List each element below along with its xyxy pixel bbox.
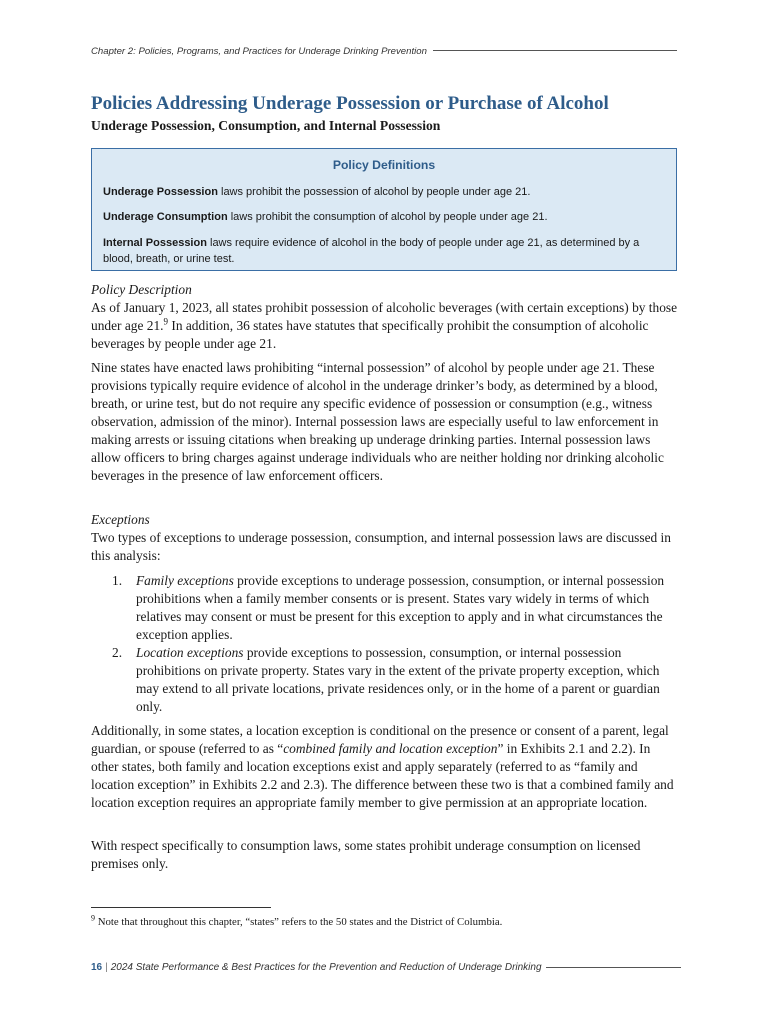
exceptions-heading: Exceptions [91, 512, 150, 527]
list-term: Location exceptions [136, 645, 244, 660]
list-text: provide exceptions to underage possession, consumption, or internal possession prohibitions when a family member consents or is present. States vary widely in terms of which relatives may consent or must be present for this exception to apply and in what circumstances the exception applies. [136, 573, 665, 642]
paragraph-text [91, 722, 681, 812]
consumption-paragraph [91, 837, 681, 873]
combined-exception-paragraph [91, 722, 681, 812]
paragraph-emphasis: combined family and location exception [283, 741, 498, 756]
definition-term: Internal Possession [103, 236, 207, 249]
list-term: Family exceptions [136, 573, 234, 588]
running-footer [91, 962, 681, 973]
list-item [112, 572, 682, 644]
definition-item [103, 235, 665, 268]
definitions-box-title: Policy Definitions [332, 158, 436, 172]
paragraph-text-part: Additionally, in some states, a location exception is conditional on the presence or consent of a parent, legal guardian, or spouse (referred to as “ [91, 723, 669, 756]
list-number: 1. [112, 573, 123, 588]
policy-description-paragraph [91, 299, 681, 353]
list-item [112, 644, 682, 716]
exceptions-intro: Two types of exceptions to underage possession, consumption, and internal possession laws are discussed in this analysis: [91, 530, 671, 563]
footnote-number: 9 [91, 913, 95, 923]
page-number: 16 [91, 962, 103, 973]
running-header-title: Chapter 2: Policies, Programs, and Practices for Underage Drinking Prevention [91, 46, 427, 57]
definition-text: laws prohibit the consumption of alcohol by people under age 21. [227, 211, 548, 223]
definition-text: laws require evidence of alcohol in the body of people under age 21, as determined by a blood, breath, or urine test. [103, 236, 640, 265]
policy-definitions-box [91, 148, 677, 271]
exceptions-list [112, 572, 682, 716]
paragraph-text: As of January 1, 2023, all states prohibit possession of alcoholic beverages (with certain exceptions) by those under age 21. [91, 300, 678, 333]
running-header [91, 46, 677, 57]
footnote-rule [91, 907, 271, 908]
list-text: provide exceptions to possession, consumption, or internal possession prohibitions on private property. States vary in the extent of the private property exception, which may extend to all private locations, private residences only, or in the home of a parent or guardian only. [136, 645, 660, 714]
paragraph-text: Nine states have enacted laws prohibiting “internal possession” of alcohol by people under age 21. These provisions typically require evidence of alcohol in the underage drinker’s body, as determined by a blood, breath, or urine test, but do not require any specific evidence of possession or consumption (e.g., witness observation, admission of the minor). Internal possession laws are especially useful to law enforcement in making arrests or issuing citations when breaking up underage drinking parties. Internal possession laws allow officers to bring charges against underage individuals who are neither holding nor drinking alcoholic beverages in the presence of law enforcement officers. [91, 360, 664, 483]
policy-description-section [91, 281, 681, 353]
internal-possession-paragraph [91, 359, 681, 485]
paragraph-text-part: ” in Exhibits 2.1 and 2.2). In other states, both family and location exceptions exist and apply separately (referred to as “family and location exception” in Exhibits 2.2 and 2.3). The difference between these two is that a combined family and location exception requires an appropriate family member to give permission at an appropriate location. [91, 741, 674, 810]
section-title: Policies Addressing Underage Possession or Purchase of Alcohol [91, 93, 609, 114]
header-rule [433, 50, 677, 51]
footnote [91, 914, 502, 930]
footer-separator: | [105, 962, 108, 973]
policy-description-heading: Policy Description [91, 282, 192, 297]
definition-item [103, 209, 665, 226]
footnote-ref: 9 [163, 316, 169, 327]
footer-rule [546, 967, 681, 968]
exceptions-section [91, 511, 681, 565]
footer-title: 2024 State Performance & Best Practices for the Prevention and Reduction of Underage Drinking [110, 962, 542, 973]
definition-item [103, 184, 665, 201]
list-number: 2. [112, 645, 123, 660]
definition-term: Underage Possession [103, 185, 218, 198]
section-subtitle: Underage Possession, Consumption, and Internal Possession [91, 118, 441, 133]
footnote-text: Note that throughout this chapter, “states” refers to the 50 states and the District of Columbia. [95, 916, 503, 928]
paragraph-text: With respect specifically to consumption laws, some states prohibit underage consumption on licensed premises only. [91, 838, 641, 871]
definition-text: laws prohibit the possession of alcohol by people under age 21. [217, 185, 531, 198]
paragraph-text: In addition, 36 states have statutes that specifically prohibit the consumption of alcoholic beverages by people under age 21. [91, 318, 649, 351]
definition-term: Underage Consumption [103, 211, 228, 223]
